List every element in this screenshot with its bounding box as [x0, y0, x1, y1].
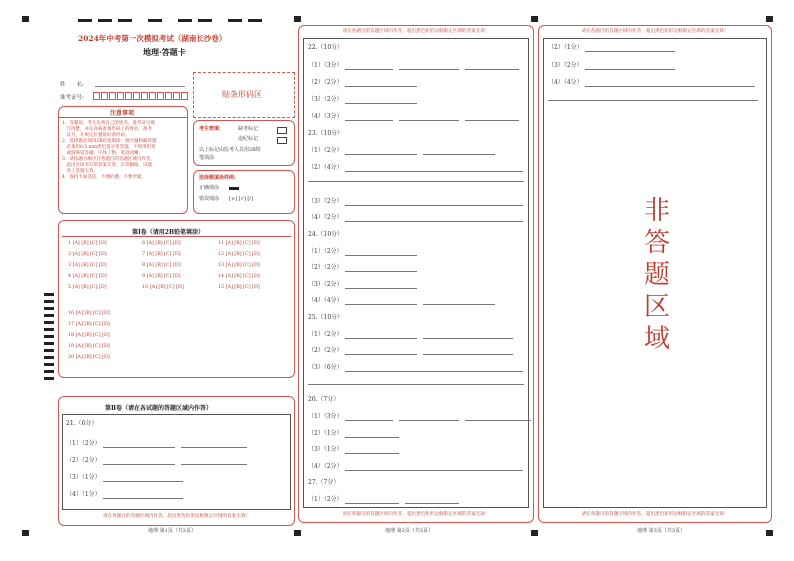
- q-options: [A] [B] [C] [D]: [146, 241, 181, 246]
- q22-part-2: （2）（2分）: [308, 79, 343, 86]
- q21-label: 21.（6分）: [66, 420, 98, 427]
- q22-part-4: （4）（3分）: [308, 113, 343, 120]
- q26-label: 26.（7分）: [308, 396, 340, 403]
- notice-p2-top: 请在各题目的答题区域内作答，超出黑色矩形边框限定区域的答案无效！: [342, 29, 490, 34]
- status-instruction-2: 笔填涂: [199, 155, 215, 161]
- correct-fill-label: 正确填涂: [199, 185, 220, 191]
- q-options: [A] [B] [C] [D]: [75, 344, 110, 349]
- q-number: 3: [68, 263, 72, 268]
- barcode-label: 贴条形码区: [222, 90, 262, 99]
- q26-part-2: （2）（1分）: [308, 430, 343, 437]
- q-number: 2: [68, 252, 72, 257]
- q25-part-1: （1）（2分）: [308, 331, 343, 338]
- non-answer-char: 区: [643, 292, 670, 322]
- q-number: 16: [68, 311, 75, 316]
- q25-label: 25.（10分）: [308, 314, 344, 321]
- q-number: 13: [218, 263, 225, 268]
- q-options: [A] [B] [C] [D]: [225, 252, 260, 257]
- q-number: 4: [68, 274, 72, 279]
- q-number: 6: [142, 241, 146, 246]
- q-options: [A] [B] [C] [D]: [72, 252, 107, 257]
- q-number: 9: [142, 274, 146, 279]
- fill-sample-title: 选择题填涂样例:: [199, 175, 236, 181]
- notes-list: [62, 121, 157, 181]
- non-answer-char: 题: [643, 260, 670, 290]
- q-options: [A] [B] [C] [D]: [72, 241, 107, 246]
- q21-part-3: （3）（1分）: [66, 474, 101, 481]
- non-answer-char: 非: [643, 196, 670, 226]
- correct-fill-mark: [229, 187, 239, 190]
- violation-mark-box[interactable]: [277, 137, 287, 144]
- q-number: 17: [68, 322, 75, 327]
- footer-page-1: 地理 第1页（共3页）: [148, 528, 196, 534]
- q-options: [A] [B] [C] [D]: [149, 285, 184, 290]
- q-options: [A] [B] [C] [D]: [75, 355, 110, 360]
- q-number: 8: [142, 263, 146, 268]
- q23-part-1: （1）（2分）: [308, 147, 343, 154]
- q-number: 14: [218, 274, 225, 279]
- ticket-label: 准考证号:: [60, 95, 84, 101]
- status-instruction-1: 以上标记由监考人员用2B铅: [199, 147, 261, 153]
- notice-p1: 请在各题目的答题区域内作答，超出黑色矩形边框限定区域的答案无效！: [102, 514, 250, 519]
- exam-status-label: 考生禁填：: [199, 126, 225, 132]
- notes-title: 注意事项: [110, 110, 135, 117]
- q-options: [A] [B] [C] [D]: [225, 241, 260, 246]
- q26-part-1: （1）（3分）: [308, 413, 343, 420]
- notice-p2-bottom: 请在各题目的答题区域内作答，超出黑色矩形边框限定区域的答案无效！: [342, 512, 490, 517]
- q21-part-1: （1）（2分）: [66, 440, 101, 447]
- q21-part-2: （2）（2分）: [66, 457, 101, 464]
- q25-part-3: （3）（6分）: [308, 364, 343, 371]
- q-number: 18: [68, 333, 75, 338]
- notice-p3-bottom: 请在各题目的答题区域内作答，超出黑色矩形边框限定区域的答案无效！: [581, 512, 729, 517]
- section1-title: 第Ⅰ卷（请用2B铅笔填涂）: [132, 229, 205, 236]
- q-options: [A] [B] [C] [D]: [72, 274, 107, 279]
- q22-part-1: （1）（3分）: [308, 62, 343, 69]
- q21-part-4: （4）（1分）: [66, 491, 101, 498]
- q-number: 10: [142, 285, 149, 290]
- q-options: [A] [B] [C] [D]: [146, 274, 181, 279]
- q25-part-2: （2）（2分）: [308, 347, 343, 354]
- name-label: 姓 名:: [60, 82, 84, 88]
- q-number: 11: [218, 241, 225, 246]
- note-line: 1．答题前，考生先将自己的姓名，准考证号填: [62, 121, 155, 126]
- q-number: 19: [68, 344, 75, 349]
- q23-part-2: （2）（4分）: [308, 164, 343, 171]
- non-answer-char: 答: [643, 228, 670, 258]
- note-line: 必须用0.5 mm黑色签字笔答题，不得用铅笔: [62, 145, 156, 150]
- q24-label: 24.（10分）: [308, 231, 344, 238]
- q23-part-4: （4）（2分）: [308, 214, 343, 221]
- footer-page-3: 地理 第3页（共3页）: [637, 528, 685, 534]
- q-options: [A] [B] [C] [D]: [225, 274, 260, 279]
- q22-label: 22.（10分）: [308, 44, 344, 51]
- q23-label: 23.（10分）: [308, 130, 344, 137]
- q-options: [A] [B] [C] [D]: [146, 263, 181, 268]
- q-options: [A] [B] [C] [D]: [72, 285, 107, 290]
- q23-part-3: （3）（2分）: [308, 198, 343, 205]
- q27-part-3: （3）（2分）: [548, 62, 583, 69]
- q27-part-2: （2）（1分）: [548, 44, 583, 51]
- q-options: [A] [B] [C] [D]: [225, 285, 260, 290]
- q-number: 5: [68, 285, 72, 290]
- section2-title: 第Ⅱ卷（请在各试题的答题区域内作答）: [105, 405, 213, 412]
- absent-mark-box[interactable]: [277, 127, 287, 134]
- wrong-fill-marks: [×] [√] [/]: [229, 196, 253, 202]
- absent-mark-label: 缺考标记: [238, 126, 259, 132]
- q-options: [A] [B] [C] [D]: [75, 322, 110, 327]
- note-line: 或圆珠笔答题；字体工整、笔迹清晰。: [62, 151, 143, 156]
- note-line: 2．选择题必须用2B铅笔填涂；填空题和解答题: [62, 139, 157, 144]
- q-number: 7: [142, 252, 146, 257]
- q-number: 12: [218, 252, 225, 257]
- note-line: 超出区域书写的答案无效；在草稿纸、试题: [62, 163, 152, 168]
- q-options: [A] [B] [C] [D]: [75, 333, 110, 338]
- q22-part-3: （3）（2分）: [308, 96, 343, 103]
- note-line: 证号，在规定位置贴好条形码。: [62, 133, 130, 138]
- q24-part-1: （1）（2分）: [308, 248, 343, 255]
- footer-page-2: 地理 第2页（共3页）: [385, 528, 433, 534]
- q27-label: 27.（7分）: [308, 479, 340, 486]
- q24-part-2: （2）（2分）: [308, 264, 343, 271]
- q-options: [A] [B] [C] [D]: [75, 311, 110, 316]
- violation-mark-label: 违纪标记: [238, 136, 259, 142]
- note-line: 3．请按题号顺序在各题目的答题区域内作答，: [62, 157, 155, 162]
- q27-part-4: （4）（4分）: [548, 79, 583, 86]
- q26-part-4: （4）（2分）: [308, 463, 343, 470]
- non-answer-area-label: [641, 195, 673, 355]
- q-number: 1: [68, 241, 72, 246]
- exam-title: 2024年中考第一次模拟考试（湖南长沙卷）: [78, 34, 227, 43]
- non-answer-char: 域: [643, 324, 670, 354]
- q-options: [A] [B] [C] [D]: [146, 252, 181, 257]
- wrong-fill-label: 错误填涂: [199, 196, 220, 202]
- q-options: [A] [B] [C] [D]: [225, 263, 260, 268]
- q27-part-1: （1）（2分）: [308, 496, 343, 503]
- note-line: 写清楚，并认真核准条形码上的姓名、准考: [62, 127, 152, 132]
- ticket-number-boxes[interactable]: [93, 92, 189, 100]
- q-number: 20: [68, 355, 75, 360]
- note-line: 4．保持卡面清洁，不要折叠、不要弄破。: [62, 175, 146, 180]
- notice-p3-top: 请在各题目的答题区域内作答，超出黑色矩形边框限定区域的答案无效！: [581, 29, 729, 34]
- q24-part-3: （3）（2分）: [308, 281, 343, 288]
- q-options: [A] [B] [C] [D]: [72, 263, 107, 268]
- q24-part-4: （4）（4分）: [308, 297, 343, 304]
- note-line: 卷上答题无效。: [62, 169, 98, 174]
- exam-subtitle: 地理·答题卡: [143, 47, 186, 57]
- q26-part-3: （3）（1分）: [308, 446, 343, 453]
- q-number: 15: [218, 285, 225, 290]
